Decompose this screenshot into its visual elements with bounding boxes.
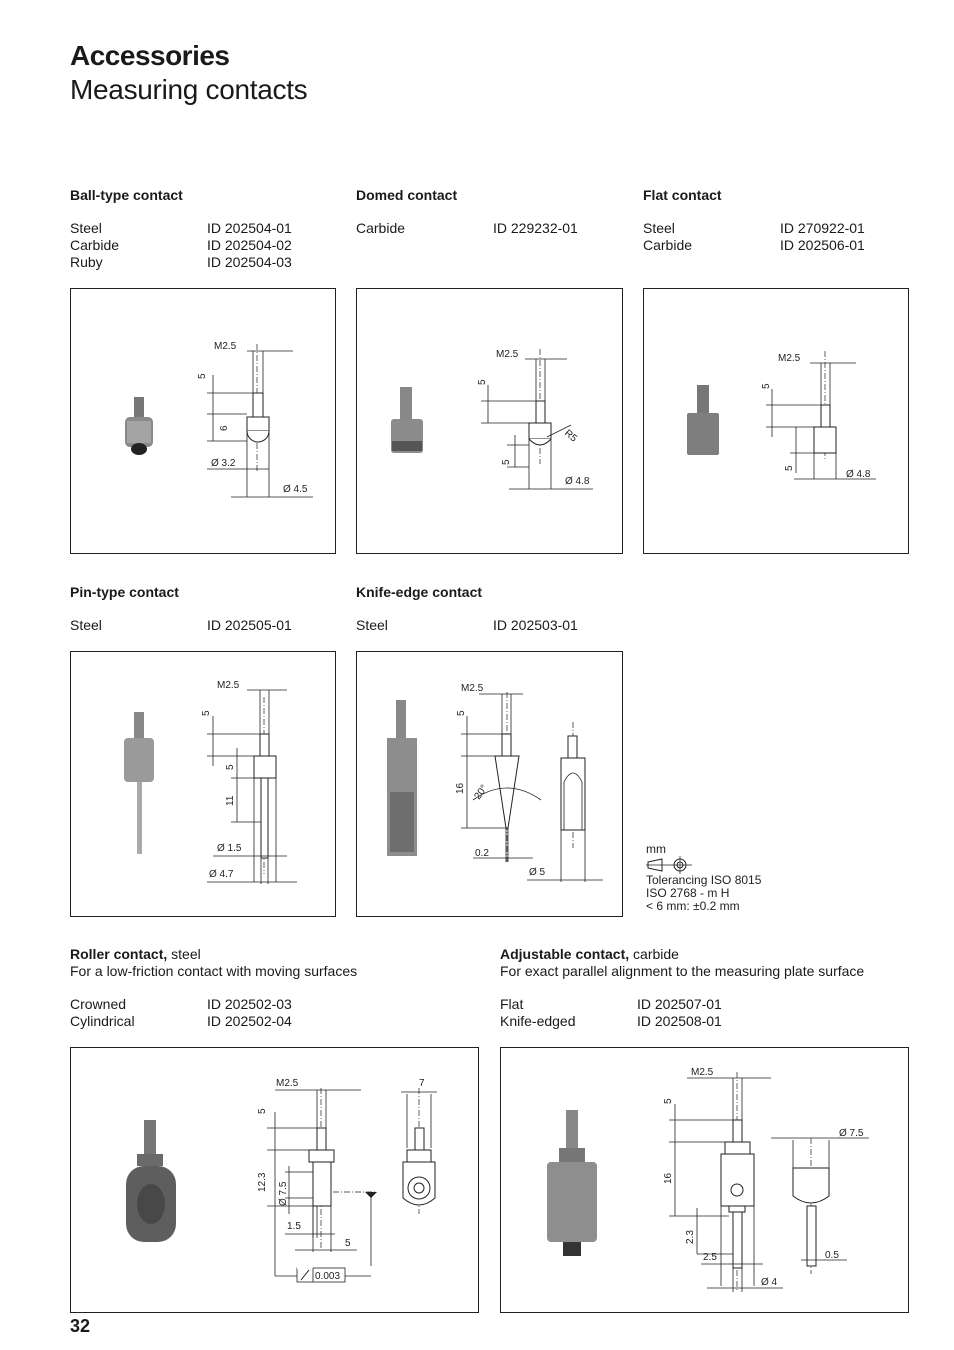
domed-contact-list xyxy=(356,220,616,238)
ball-contact-list xyxy=(70,220,330,272)
adjustable-contact-drawing xyxy=(663,1067,869,1292)
tolerance-line: < 6 mm: ±0.2 mm xyxy=(646,899,740,913)
article-id: ID 202506-01 xyxy=(780,237,865,253)
dim-angle: 20° xyxy=(472,783,491,802)
flat-contact-list xyxy=(643,220,903,255)
roller-contact-drawing xyxy=(257,1078,437,1282)
dim-length: 5 xyxy=(197,373,208,379)
list-item: Flat xyxy=(500,996,524,1012)
article-id: ID 229232-01 xyxy=(493,220,578,236)
roller-title-bold: Roller contact, xyxy=(70,946,168,962)
pin-contact-figure xyxy=(70,651,336,917)
adjustable-title-bold: Adjustable contact, xyxy=(500,946,630,962)
pin-contact-list xyxy=(70,617,330,635)
flat-contact-photo xyxy=(687,385,719,455)
dim-length: 5 xyxy=(477,379,488,385)
list-item: Steel xyxy=(356,617,388,633)
knife-contact-list xyxy=(356,617,616,635)
runout-tolerance: 0.003 xyxy=(315,1271,341,1282)
thread-label: M2.5 xyxy=(461,683,484,694)
article-id: ID 202504-02 xyxy=(207,237,292,253)
adjustable-contact-title xyxy=(500,946,679,962)
dim-length: 1.5 xyxy=(287,1221,301,1232)
dim-diameter: Ø 7.5 xyxy=(839,1128,864,1139)
article-id: ID 202505-01 xyxy=(207,617,292,633)
list-item: Steel xyxy=(643,220,675,236)
roller-title-material: steel xyxy=(167,946,201,962)
dim-length: 5 xyxy=(201,710,212,716)
pin-contact-drawing xyxy=(201,680,297,884)
thread-label: M2.5 xyxy=(691,1067,714,1078)
list-item: Carbide xyxy=(70,237,120,253)
dim-width: 7 xyxy=(419,1078,425,1089)
knife-contact-title: Knife-edge contact xyxy=(356,584,483,600)
page-title: Accessories xyxy=(70,40,230,71)
dim-length: 5 xyxy=(663,1098,674,1104)
article-id: ID 202504-03 xyxy=(207,254,292,270)
knife-contact-figure xyxy=(356,651,623,917)
dim-diameter: Ø 4.8 xyxy=(846,469,871,480)
tolerance-line: Tolerancing ISO 8015 xyxy=(646,873,762,887)
dim-edge: 0.2 xyxy=(475,848,489,859)
list-item: Knife-edged xyxy=(500,1013,576,1029)
dim-length: 5 xyxy=(225,764,236,770)
pin-contact-title: Pin-type contact xyxy=(70,584,179,600)
dim-length: 16 xyxy=(663,1172,674,1184)
page-subtitle: Measuring contacts xyxy=(70,74,308,105)
thread-label: M2.5 xyxy=(276,1078,299,1089)
dim-diameter: Ø 7.5 xyxy=(278,1181,289,1206)
list-item: Crowned xyxy=(70,996,127,1012)
unit-label: mm xyxy=(646,842,666,856)
article-id: ID 202508-01 xyxy=(637,1013,722,1029)
roller-contact-subtitle: For a low-friction contact with moving surfaces xyxy=(70,963,358,979)
dim-length: 16 xyxy=(455,782,466,794)
dim-diameter: Ø 3.2 xyxy=(211,458,236,469)
list-item: Cylindrical xyxy=(70,1013,135,1029)
page-number: 32 xyxy=(70,1316,91,1336)
ball-contact-title: Ball-type contact xyxy=(70,187,183,203)
roller-contact-photo xyxy=(126,1120,176,1242)
dim-diameter: Ø 4.8 xyxy=(565,476,590,487)
article-id: ID 202507-01 xyxy=(637,996,722,1012)
article-id: ID 270922-01 xyxy=(780,220,865,236)
dim-length: 0.5 xyxy=(825,1250,839,1261)
dim-length: 11 xyxy=(225,795,236,806)
dim-length: 5 xyxy=(784,465,795,471)
domed-contact-title: Domed contact xyxy=(356,187,458,203)
thread-label: M2.5 xyxy=(217,680,240,691)
article-id: ID 202502-03 xyxy=(207,996,292,1012)
list-item: Carbide xyxy=(356,220,406,236)
ball-contact-drawing xyxy=(197,341,313,497)
dim-length: 2.3 xyxy=(685,1230,696,1244)
dim-radius: R5 xyxy=(562,427,579,445)
tolerance-line: ISO 2768 - m H xyxy=(646,886,730,900)
knife-contact-photo xyxy=(387,700,417,856)
dim-length: 6 xyxy=(219,425,230,431)
dim-length: 12.3 xyxy=(257,1172,268,1192)
dim-length: 5 xyxy=(501,459,512,465)
tolerance-note xyxy=(646,843,761,913)
roller-contact-figure xyxy=(70,1047,479,1313)
domed-contact-drawing xyxy=(477,349,593,489)
dim-diameter: Ø 5 xyxy=(529,867,546,878)
projection-symbol-icon xyxy=(646,856,694,874)
ball-contact-photo xyxy=(125,397,153,455)
article-id: ID 202504-01 xyxy=(207,220,292,236)
flat-contact-figure xyxy=(643,288,909,554)
dim-diameter: Ø 1.5 xyxy=(217,843,242,854)
list-item: Carbide xyxy=(643,237,693,253)
article-id: ID 202502-04 xyxy=(207,1013,292,1029)
list-item: Steel xyxy=(70,617,102,633)
ball-contact-figure xyxy=(70,288,336,554)
dim-length: 5 xyxy=(257,1108,268,1114)
dim-diameter: Ø 4 xyxy=(761,1277,778,1288)
thread-label: M2.5 xyxy=(214,341,237,352)
thread-label: M2.5 xyxy=(496,349,519,360)
dim-length: 5 xyxy=(761,383,772,389)
adjustable-title-material: carbide xyxy=(629,946,679,962)
adjustable-contact-photo xyxy=(547,1110,597,1256)
article-id: ID 202503-01 xyxy=(493,617,578,633)
dim-length: 2.5 xyxy=(703,1252,717,1263)
dim-diameter: Ø 4.5 xyxy=(283,484,308,495)
dim-length: 5 xyxy=(456,710,467,716)
dim-diameter: Ø 4.7 xyxy=(209,869,234,880)
dim-length: 5 xyxy=(345,1238,351,1249)
domed-contact-photo xyxy=(391,387,423,453)
list-item: Ruby xyxy=(70,254,103,270)
flat-contact-drawing xyxy=(761,351,876,480)
adjustable-contact-subtitle: For exact parallel alignment to the measuring plate surface xyxy=(500,963,865,979)
domed-contact-figure xyxy=(356,288,623,554)
adjustable-contact-list xyxy=(500,996,760,1031)
pin-contact-photo xyxy=(124,712,154,854)
flat-contact-title: Flat contact xyxy=(643,187,722,203)
adjustable-contact-figure xyxy=(500,1047,909,1313)
list-item: Steel xyxy=(70,220,102,236)
roller-contact-title xyxy=(70,946,201,962)
knife-contact-drawing xyxy=(455,683,603,882)
roller-contact-list xyxy=(70,996,330,1031)
thread-label: M2.5 xyxy=(778,353,801,364)
